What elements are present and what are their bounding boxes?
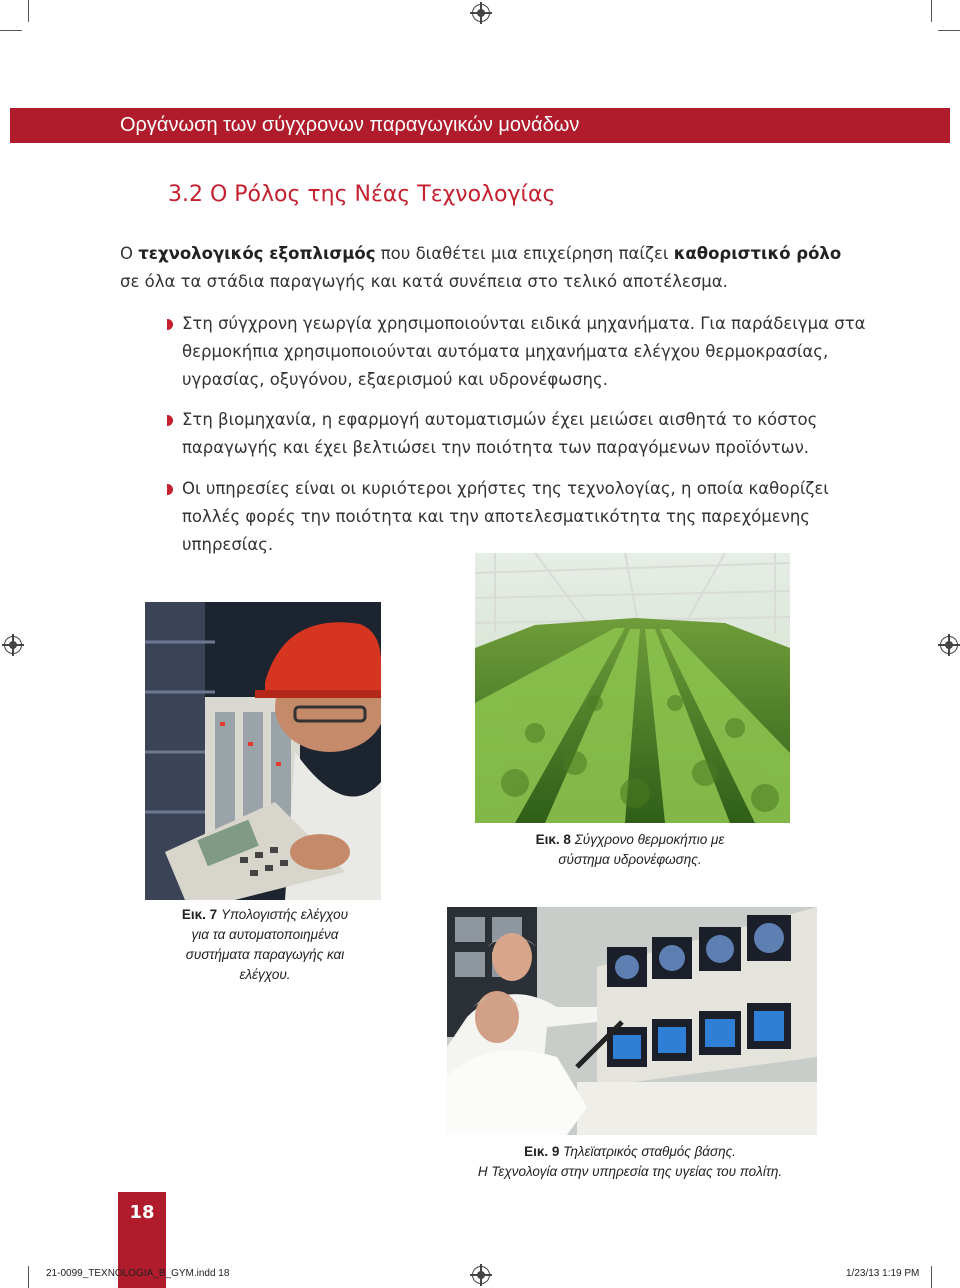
figure-label: Εικ. 8 <box>535 832 571 847</box>
crop-mark <box>931 1266 932 1288</box>
greenhouse-photo <box>475 553 790 823</box>
crop-mark <box>938 30 960 31</box>
figure-label: Εικ. 7 <box>181 907 218 922</box>
registration-mark-icon <box>472 1266 490 1284</box>
section-title: 3.2 Ο Ρόλος της Νέας Τεχνολογίας <box>168 182 556 207</box>
registration-mark-icon <box>4 636 22 654</box>
bullet-industry: Στη βιομηχανία, η εφαρμογή αυτοματισμών έχει μειώσει αισθητά το κόστος παραγωγής και έχει βελτιώσει την ποιότητα των παραγόμενων προϊόντων. <box>155 406 872 462</box>
bold-term: τεχνολογικός εξοπλισμός <box>138 244 376 263</box>
page-number: 18 <box>129 1202 155 1223</box>
figure-label: Εικ. 9 <box>524 1144 560 1159</box>
bullet-icon <box>167 319 173 330</box>
bullet-icon <box>167 415 173 426</box>
caption-fig9: Εικ. 9 Τηλεϊατρικός σταθμός βάσης. Η Τεχνολογία στην υπηρεσία της υγείας του πολίτη. <box>477 1144 783 1179</box>
control-computer-photo <box>145 602 381 900</box>
intro-paragraph: Ο τεχνολογικός εξοπλισμός που διαθέτει μια επιχείρηση παίζει καθοριστικό ρόλο σε όλα τα στάδια παραγωγής και κατά συνέπεια στο τελικό αποτέλεσμα. <box>120 244 842 291</box>
caption-fig7: Εικ. 7 Υπολογιστής ελέγχου για τα αυτοματοποιημένα συστήματα παραγωγής και ελέγχου. <box>181 907 349 982</box>
bullet-services: Οι υπηρεσίες είναι οι κυριότεροι χρήστες της τεχνολογίας, η οποία καθορίζει πολλές φορές την ποιότητα και την αποτελεσματικότητα της παρεχόμενης υπηρεσίας. <box>155 475 872 559</box>
crop-mark <box>28 1266 29 1288</box>
registration-mark-icon <box>940 636 958 654</box>
slug-timestamp: 1/23/13 1:19 PM <box>846 1268 920 1279</box>
bold-term: καθοριστικό ρόλο <box>673 244 842 263</box>
chapter-title: Οργάνωση των σύγχρονων παραγωγικών μονάδων <box>120 114 580 136</box>
registration-mark-icon <box>472 4 490 22</box>
caption-fig8: Εικ. 8 Σύγχρονο θερμοκήπιο με σύστημα υδρονέφωσης. <box>535 832 725 867</box>
crop-mark <box>28 0 29 22</box>
bullet-agriculture: Στη σύγχρονη γεωργία χρησιμοποιούνται ειδικά μηχανήματα. Για παράδειγμα στα θερμοκήπια χρησιμοποιούνται αυτόματα μηχανήματα ελέγχου θερμοκρασίας, υγρασίας, οξυγόνου, εξαερισμού και υδρονέφωσης. <box>155 310 872 394</box>
chapter-header-bar <box>10 108 950 143</box>
telemedicine-station-photo <box>447 907 817 1135</box>
crop-mark <box>0 30 22 31</box>
crop-mark <box>931 0 932 22</box>
slug-file-info: 21-0099_TEXNOLOGIA_B_GYM.indd 18 <box>46 1268 230 1279</box>
bullet-icon <box>167 484 173 495</box>
